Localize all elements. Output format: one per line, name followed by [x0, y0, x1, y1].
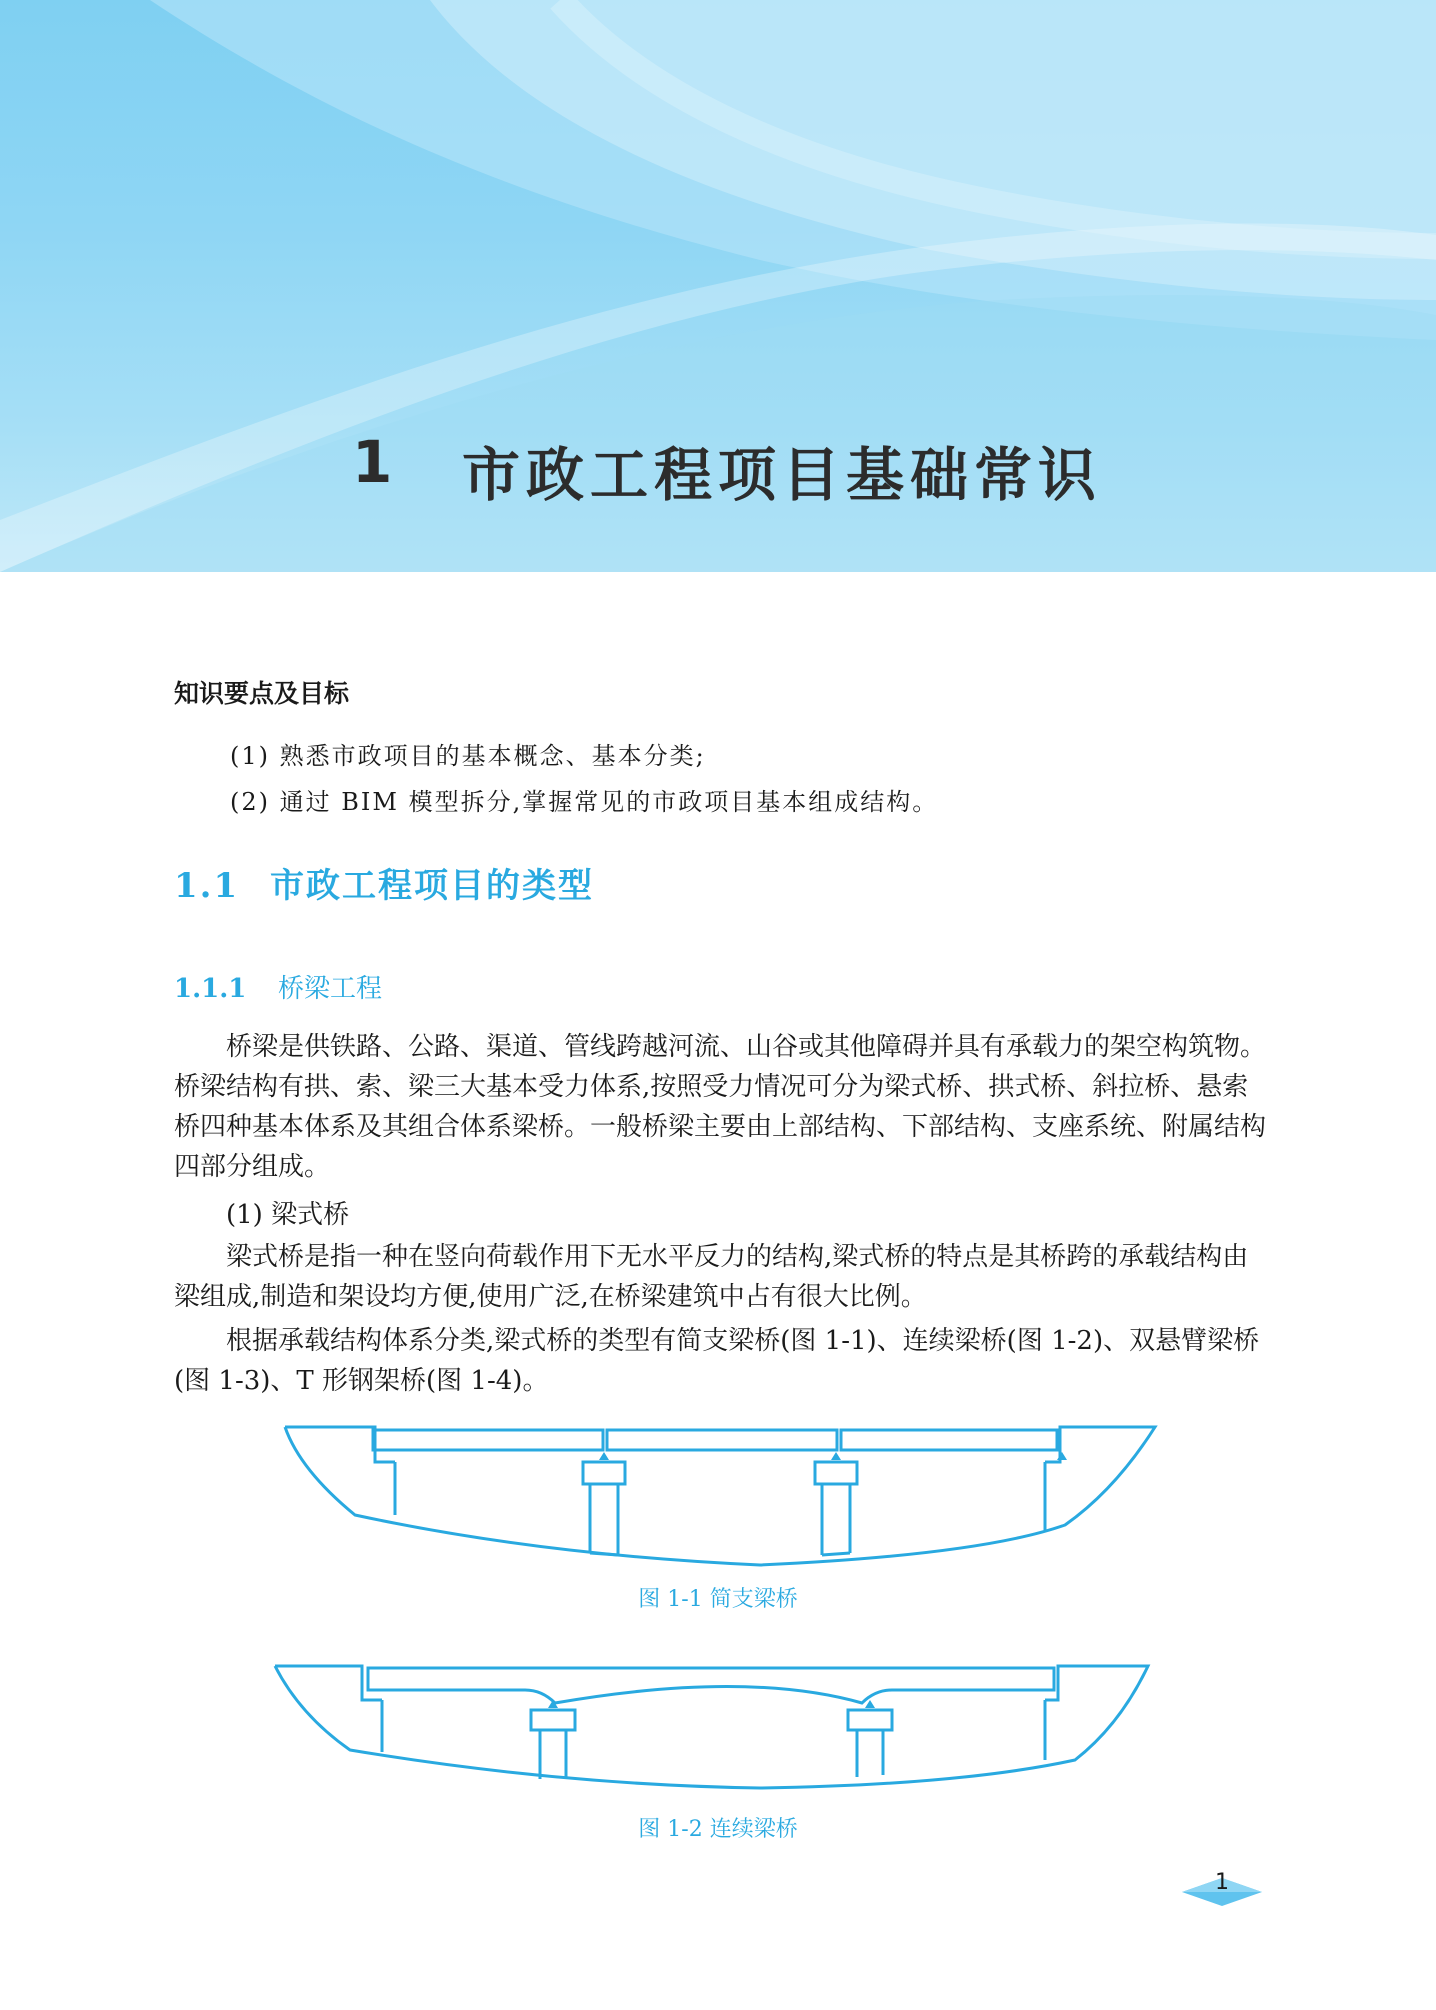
chapter-title-text: 市政工程项目基础常识	[462, 441, 1103, 509]
knowledge-points-heading: 知识要点及目标	[174, 679, 350, 708]
chapter-number: 1	[352, 428, 399, 496]
bridge-girder	[841, 1430, 1057, 1450]
bridge-abutment-left	[275, 1666, 1148, 1788]
paragraph-intro: 桥梁是供铁路、公路、渠道、管线跨越河流、山谷或其他障碍并具有承载力的架空构筑物。桥梁结构有拱、索、梁三大基本受力体系,按照受力情况可分为梁式桥、拱式桥、斜拉桥、悬索桥四种基本体系及其组合体系梁桥。一般桥梁主要由上部结构、下部结构、支座系统、附属结构四部分组成。	[174, 1032, 1267, 1182]
figure-caption: 图 1-1 简支梁桥	[638, 1587, 798, 1612]
bridge-bearing-icon	[831, 1452, 841, 1460]
bridge-pier-cap	[815, 1462, 857, 1484]
page-number: 1	[1215, 1870, 1229, 1895]
bridge-pier	[590, 1484, 618, 1555]
bridge-bearing-icon	[865, 1700, 875, 1708]
bridge-continuous-girder	[368, 1668, 1054, 1703]
bridge-bearing-icon	[599, 1452, 609, 1460]
knowledge-point-item: (1) 熟悉市政项目的基本概念、基本分类;	[230, 742, 706, 770]
bridge-girder	[373, 1430, 603, 1450]
page-number-badge	[1182, 1868, 1262, 1908]
paragraph-definition: 梁式桥是指一种在竖向荷载作用下无水平反力的结构,梁式桥的特点是其桥跨的承载结构由梁组成,制造和架设均方便,使用广泛,在桥梁建筑中占有很大比例。	[174, 1242, 1249, 1312]
knowledge-point-item: (2) 通过 BIM 模型拆分,掌握常见的市政项目基本组成结构。	[230, 788, 939, 816]
paragraph-types: 根据承载结构体系分类,梁式桥的类型有简支梁桥(图 1-1)、连续梁桥(图 1-2)、双悬臂梁桥(图 1-3)、T 形钢架桥(图 1-4)。	[174, 1326, 1260, 1396]
chapter-banner	[0, 0, 1436, 572]
bridge-pier-cap	[848, 1710, 892, 1730]
bridge-pier-cap	[531, 1710, 575, 1730]
section-title: 市政工程项目的类型	[270, 866, 594, 906]
section-number: 1.1	[174, 866, 240, 906]
bridge-abutment-left	[285, 1427, 1155, 1565]
bridge-bearing-icon	[548, 1700, 558, 1708]
bridge-girder	[607, 1430, 837, 1450]
subsection-number: 1.1.1	[174, 974, 247, 1004]
subsection-heading	[174, 968, 382, 1005]
bridge-pier	[540, 1730, 566, 1779]
bridge-pier	[857, 1730, 883, 1777]
paragraph-subheading: (1) 梁式桥	[226, 1200, 350, 1230]
subsection-title: 桥梁工程	[278, 974, 383, 1004]
bridge-pier-cap	[583, 1462, 625, 1484]
figure-caption: 图 1-2 连续梁桥	[638, 1817, 798, 1842]
bridge-bearing-icon	[1057, 1452, 1067, 1460]
bridge-pier	[822, 1484, 850, 1555]
section-heading	[174, 858, 594, 907]
